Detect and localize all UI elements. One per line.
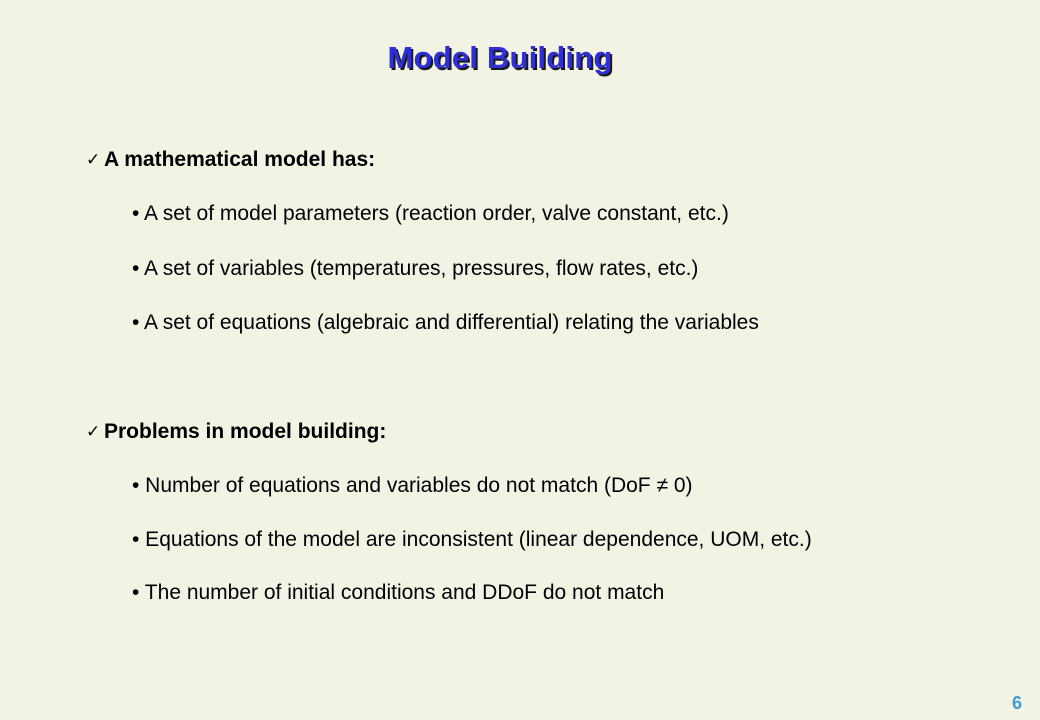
bullet-item: • The number of initial conditions and DDoF do not match	[132, 581, 665, 604]
bullet-item: • Equations of the model are inconsistent (linear dependence, UOM, etc.)	[132, 528, 812, 551]
page-number: 6	[1011, 693, 1022, 713]
section-heading-problems	[86, 420, 386, 444]
section-heading-model-has	[86, 148, 375, 172]
bullet-item: • A set of variables (temperatures, pressures, flow rates, etc.)	[132, 257, 699, 280]
checkmark-icon: ✓	[86, 150, 101, 170]
bullet-item: • A set of model parameters (reaction order, valve constant, etc.)	[132, 202, 729, 225]
bullet-item: • Number of equations and variables do not match (DoF ≠ 0)	[132, 474, 693, 497]
section-heading-label: A mathematical model has:	[104, 148, 376, 171]
slide-title: Model Building	[387, 40, 613, 75]
bullet-item: • A set of equations (algebraic and differential) relating the variables	[132, 311, 759, 334]
section-heading-label: Problems in model building:	[104, 420, 387, 443]
checkmark-icon: ✓	[86, 422, 101, 442]
